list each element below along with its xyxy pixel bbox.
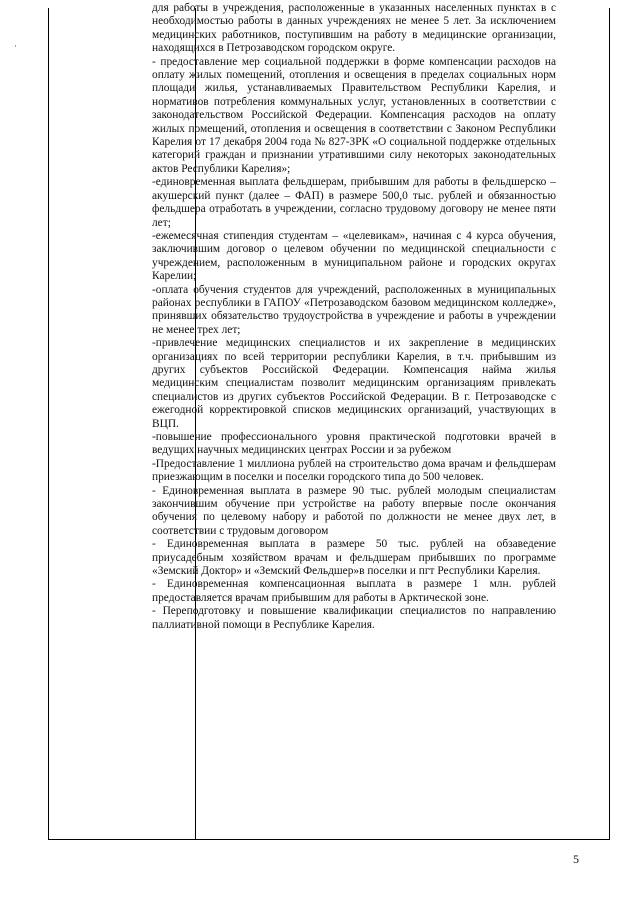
paragraph: -привлечение медицинских специалистов и их закрепление в медицинских организациях по всей территории республики Карелия, в т.ч. прибывшим из других субъектов Российской Федерации. Компенсация найма жилья медицинским специалистам позволит медицинским организациям привлекать специалистов из других субъектов Российской Федерации. В г. Петрозаводске с ежегодной корректировкой списков медицинских организаций, участвующих в ВЦП.	[152, 337, 556, 430]
paragraph: -ежемесячная стипендия студентам – «целевикам», начиная с 4 курса обучения, заключившим договор о целевом обучении по медицинской специальности с учреждением, расположенным в муниципальном районе и городских округах Карелии;	[152, 229, 556, 283]
paragraph: -оплата обучения студентов для учреждений, расположенных в муниципальных районах республики в ГАПОУ «Петрозаводском базовом медицинском колледже», принявших обязательство трудоустройства в учреждение и работы в учреждении не менее трех лет;	[152, 283, 556, 336]
paragraph: - Единовременная выплата в размере 50 тыс. рублей на обзаведение приусадебным хозяйством врачам и фельдшерам прибывших по программе «Земский Доктор» и «Земский Фельдшер»в поселки и пгт Республики Карелия.	[152, 538, 556, 578]
paragraph: - Единовременная выплата в размере 90 тыс. рублей молодым специалистам закончившим обучение при устройстве на работу впервые после окончания обучения по целевому набору и работой по должности не менее двух лет, в соответствии с трудовым договором	[152, 484, 556, 537]
paragraph: для работы в учреждения, расположенные в указанных населенных пунктах в с необходимостью работы в данных учреждениях не менее 5 лет. За исключением медицинских работников, поступившим на работу в медицинские организации, находящихся в Петрозаводском городском округе.	[152, 2, 556, 55]
paragraph: -повышение профессионального уровня практической подготовки врачей в ведущих научных медицинских центрах России и за рубежом	[152, 431, 556, 457]
paragraph: - предоставление мер социальной поддержки в форме компенсации расходов на оплату жилых помещений, отопления и освещения в пределах социальных норм площади жилья, устанавливаемых Правительством Республики Карелия, и нормативов потребления коммунальных услуг, установленных в соответствии с законодательством Российской Федерации. Компенсация расходов на оплату жилых помещений, отопления и освещения в соответствии с Законом Республики Карелия от 17 декабря 2004 года № 827-ЗРК «О социальной поддержке отдельных категорий граждан и признании утратившими силу некоторых законодательных актов Республики Карелия»;	[152, 55, 556, 175]
page-number: 5	[573, 852, 579, 866]
paragraph: -единовременная выплата фельдшерам, прибывшим для работы в фельдшерско – акушерский пункт (далее – ФАП) в размере 500,0 тыс. рублей и обязанностью фельдшера отработать в учреждении, согласно трудовому договору не менее пяти лет;	[152, 176, 556, 229]
paragraph: - Переподготовку и повышение квалификации специалистов по направлению паллиативной помощи в Республике Карелия.	[152, 605, 556, 631]
paragraph: -Предоставление 1 миллиона рублей на строительство дома врачам и фельдшерам приезжающим в поселки и поселки городского типа до 500 человек.	[152, 457, 556, 484]
table-cell-content	[152, 2, 556, 632]
margin-mark: ·	[14, 41, 17, 51]
paragraph: - Единовременная компенсационная выплата в размере 1 млн. рублей предоставляется врачам прибывшим для работы в Арктической зоне.	[152, 578, 556, 604]
